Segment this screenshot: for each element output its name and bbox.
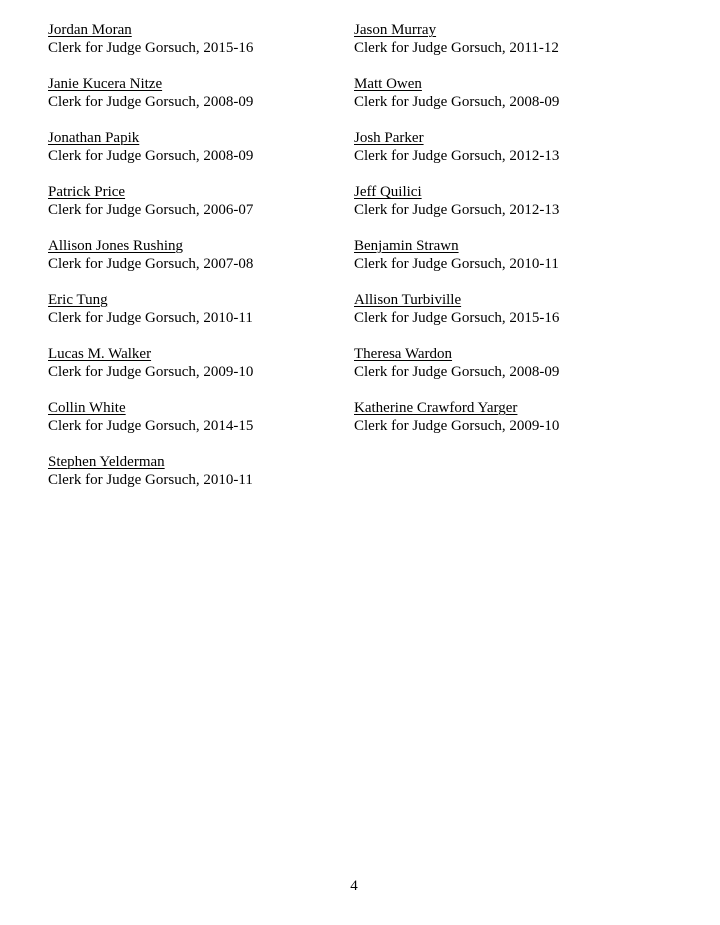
clerk-role: Clerk for Judge Gorsuch, 2006-07 [48,202,254,218]
clerk-entry [48,237,253,273]
clerk-role: Clerk for Judge Gorsuch, 2015-16 [354,310,560,326]
clerk-role: Clerk for Judge Gorsuch, 2007-08 [48,256,254,272]
clerk-name: Stephen Yelderman [48,454,165,470]
clerk-entry [354,291,559,327]
clerk-entry [48,345,253,381]
clerk-name: Collin White [48,400,126,416]
clerk-name: Josh Parker [354,130,424,146]
clerk-entry [48,453,253,489]
clerk-name: Eric Tung [48,292,108,308]
clerk-role: Clerk for Judge Gorsuch, 2009-10 [48,364,254,380]
page-number: 4 [350,878,358,894]
clerk-entry [354,183,559,219]
clerk-role: Clerk for Judge Gorsuch, 2011-12 [354,40,559,56]
clerk-entry [48,399,253,435]
clerk-name: Allison Turbiville [354,292,462,308]
clerk-entry [354,75,559,111]
clerk-entry [48,21,253,57]
clerk-name: Janie Kucera Nitze [48,76,163,92]
clerk-name: Katherine Crawford Yarger [354,400,518,416]
clerk-entry [354,129,559,165]
clerk-name: Patrick Price [48,184,126,200]
clerk-name: Matt Owen [354,76,422,92]
clerk-role: Clerk for Judge Gorsuch, 2008-09 [354,364,560,380]
left-column [48,21,253,507]
clerk-role: Clerk for Judge Gorsuch, 2012-13 [354,202,560,218]
clerk-role: Clerk for Judge Gorsuch, 2014-15 [48,418,254,434]
clerk-entry [354,345,559,381]
clerk-name: Theresa Wardon [354,346,453,362]
clerk-role: Clerk for Judge Gorsuch, 2008-09 [354,94,560,110]
clerk-entry [48,75,253,111]
right-column [354,21,559,453]
clerk-role: Clerk for Judge Gorsuch, 2010-11 [354,256,559,272]
clerk-name: Jonathan Papik [48,130,140,146]
clerk-entry [354,399,559,435]
clerk-name: Jeff Quilici [354,184,422,200]
clerk-entry [48,129,253,165]
clerk-entry [354,21,559,57]
clerk-entry [48,183,253,219]
clerk-role: Clerk for Judge Gorsuch, 2015-16 [48,40,254,56]
clerk-role: Clerk for Judge Gorsuch, 2009-10 [354,418,560,434]
clerk-name: Lucas M. Walker [48,346,152,362]
clerk-entry [354,237,559,273]
clerk-role: Clerk for Judge Gorsuch, 2008-09 [48,148,254,164]
clerk-name: Benjamin Strawn [354,238,459,254]
clerk-name: Jordan Moran [48,22,132,38]
clerk-name: Jason Murray [354,22,437,38]
clerk-entry [48,291,253,327]
clerk-name: Allison Jones Rushing [48,238,184,254]
clerk-role: Clerk for Judge Gorsuch, 2010-11 [48,472,253,488]
clerk-role: Clerk for Judge Gorsuch, 2008-09 [48,94,254,110]
clerk-role: Clerk for Judge Gorsuch, 2012-13 [354,148,560,164]
clerk-role: Clerk for Judge Gorsuch, 2010-11 [48,310,253,326]
